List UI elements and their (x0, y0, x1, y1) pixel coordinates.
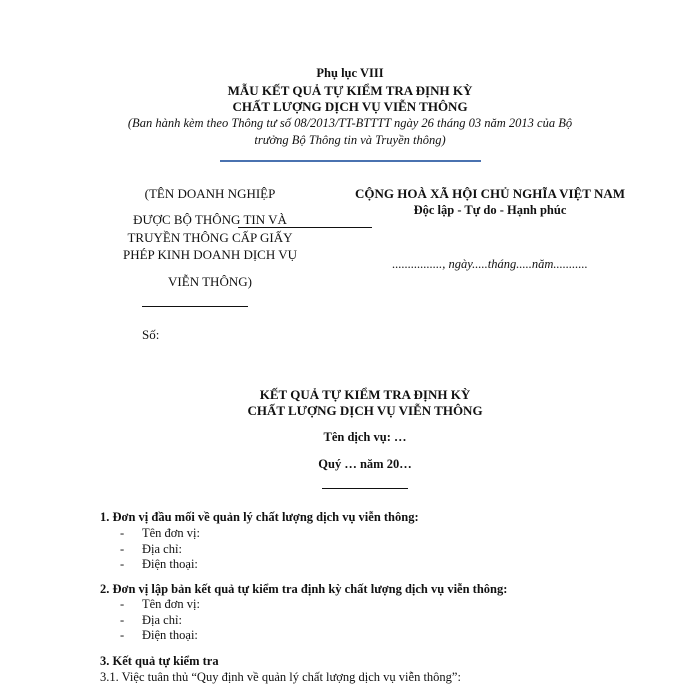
enterprise-rule (142, 306, 248, 307)
enterprise-line2: ĐƯỢC BỘ THÔNG TIN VÀ (133, 212, 287, 227)
report-title-line1: KẾT QUẢ TỰ KIỂM TRA ĐỊNH KỲ (259, 387, 471, 402)
list-item: - Tên đơn vị: (120, 597, 200, 611)
document-number-label: Số: (142, 327, 160, 342)
issuance-note-line1: (Ban hành kèm theo Thông tư số 08/2013/TT-BTTTT ngày 26 tháng 03 năm 2013 của Bộ (127, 116, 573, 130)
service-name: Tên dịch vụ: … (323, 430, 407, 444)
section1-heading: 1. Đơn vị đầu mối về quản lý chất lượng dịch vụ viễn thông: (100, 510, 419, 524)
motto: Độc lập - Tự do - Hạnh phúc (413, 203, 567, 217)
date-line: ................, ngày.....tháng.....năm........... (392, 257, 588, 271)
list-item: - Điện thoại: (120, 628, 198, 642)
list-item: - Địa chỉ: (120, 541, 182, 556)
section3-sub1: 3.1. Việc tuân thủ “Quy định về quản lý chất lượng dịch vụ viễn thông”: (100, 670, 461, 684)
list-item: - Tên đơn vị: (120, 526, 200, 540)
enterprise-underline (238, 227, 372, 228)
enterprise-line1: (TÊN DOANH NGHIỆP (144, 186, 276, 201)
enterprise-line5: VIỄN THÔNG) (168, 274, 252, 289)
enterprise-line3: TRUYỀN THÔNG CẤP GIẤY (127, 230, 293, 245)
list-item: - Địa chỉ: (120, 612, 182, 627)
template-title-line2: CHẤT LƯỢNG DỊCH VỤ VIỄN THÔNG (232, 99, 468, 114)
quarter-year: Quý … năm 20… (318, 457, 412, 471)
nation-heading: CỘNG HOÀ XÃ HỘI CHỦ NGHĨA VIỆT NAM (354, 186, 626, 201)
header-divider (220, 160, 481, 162)
section3-heading: 3. Kết quả tự kiểm tra (100, 654, 219, 668)
section2-list (120, 597, 420, 644)
section2-heading: 2. Đơn vị lập bản kết quả tự kiểm tra định kỳ chất lượng dịch vụ viễn thông: (100, 582, 508, 596)
enterprise-line4: PHÉP KINH DOANH DỊCH VỤ (122, 247, 298, 262)
issuance-note-line2: trưởng Bộ Thông tin và Truyền thông) (254, 133, 446, 147)
report-title-line2: CHẤT LƯỢNG DỊCH VỤ VIỄN THÔNG (247, 403, 483, 418)
list-item: - Điện thoại: (120, 557, 198, 571)
title-rule (322, 488, 408, 489)
section1-list (120, 526, 420, 573)
appendix-label: Phụ lục VIII (316, 66, 384, 80)
template-title-line1: MẪU KẾT QUẢ TỰ KIỂM TRA ĐỊNH KỲ (227, 83, 473, 98)
